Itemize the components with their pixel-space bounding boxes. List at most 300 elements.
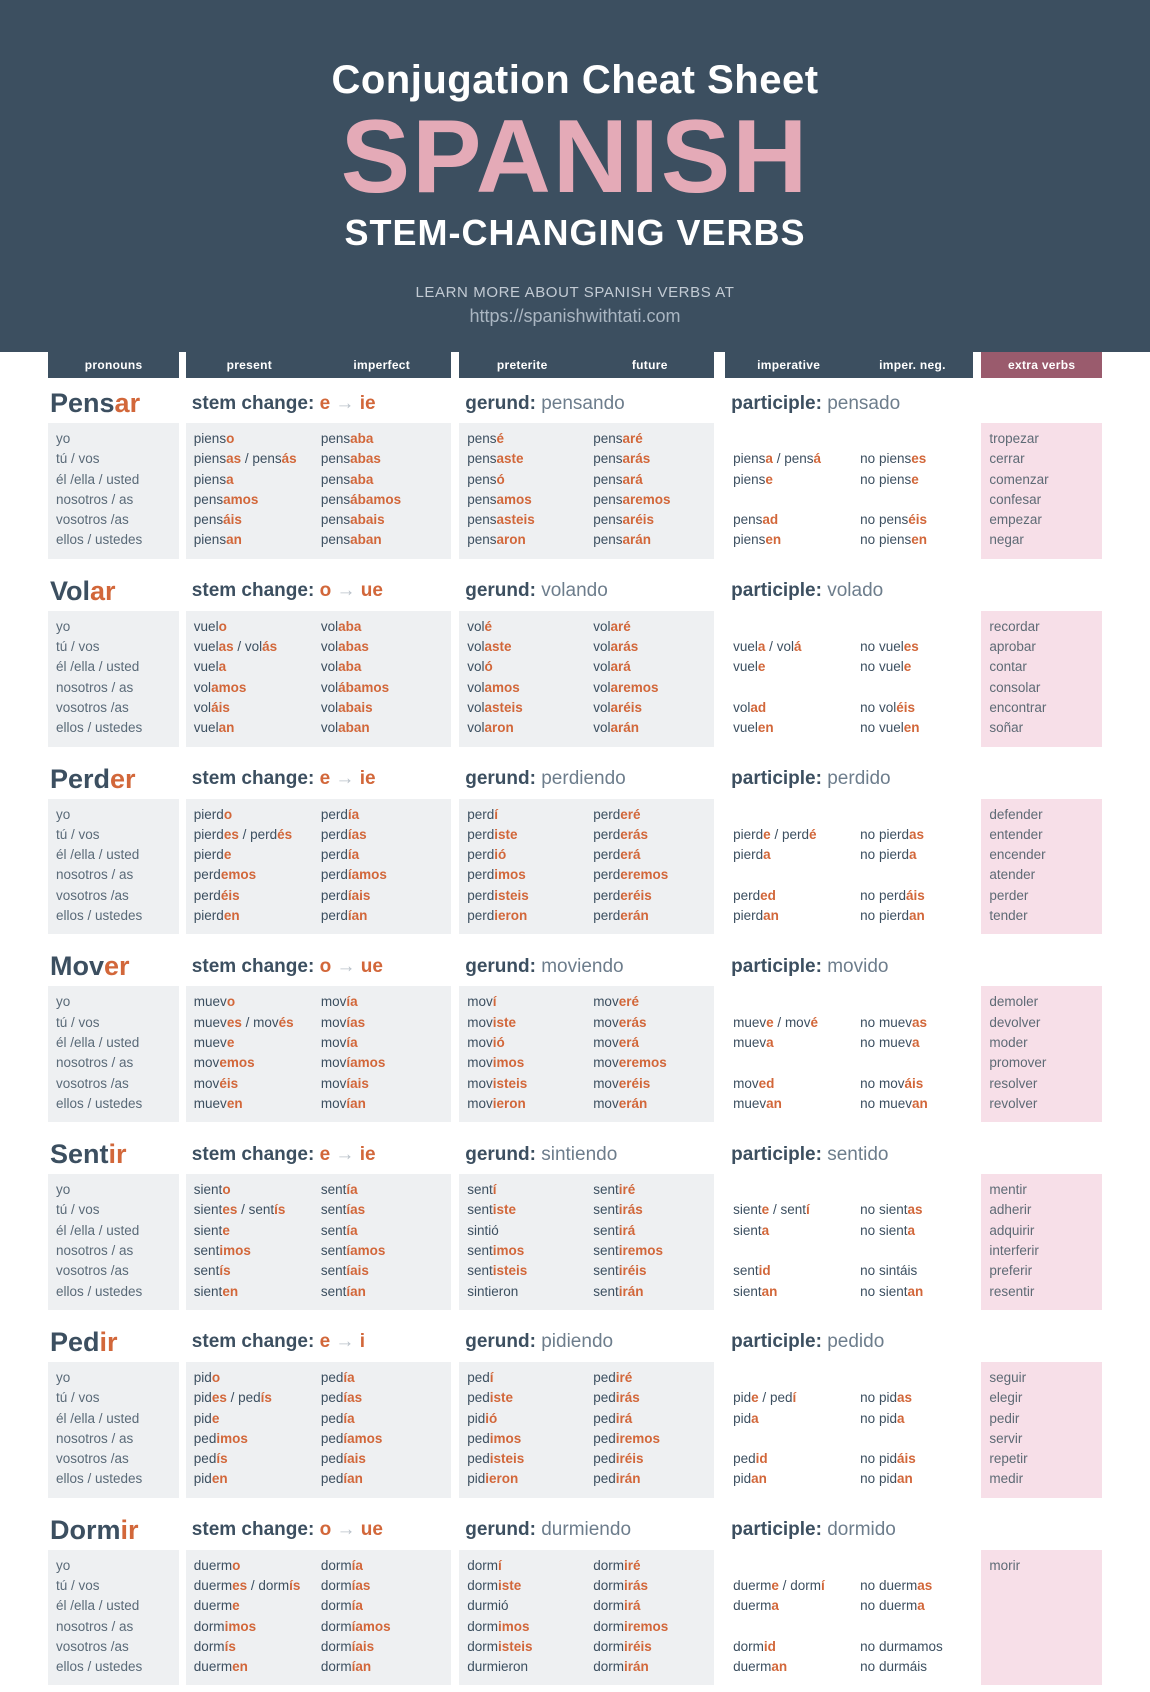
imperative-column	[725, 1362, 852, 1498]
verb-ending: ir	[99, 1326, 118, 1357]
conjugation-cell: perdimos	[467, 867, 526, 883]
conjugation-cell: moverá	[593, 1034, 639, 1050]
conjugation-cell: movió	[467, 1034, 505, 1050]
imperfect-column	[313, 1362, 451, 1498]
conjugation-cell: mueve	[193, 1034, 235, 1050]
conjugation-cell: piensas / pensás	[193, 451, 297, 467]
conjugation-cell: sintieron	[467, 1283, 519, 1299]
conjugation-cell: no pierdan	[860, 908, 925, 924]
conjugation-cell: encender	[989, 847, 1046, 863]
conjugation-cell: nosotros / as	[56, 1055, 134, 1071]
imperative-column	[725, 986, 852, 1122]
conjugation-cell: tú / vos	[56, 1014, 100, 1030]
verb-body-row	[48, 799, 1102, 935]
conjugation-cell: sentíamos	[320, 1243, 386, 1259]
verb-ending: ar	[114, 388, 141, 418]
conjugation-cell: pensamos	[193, 491, 259, 507]
cheat-sheet-body	[0, 352, 1150, 1692]
conjugation-cell: pierdes / perdés	[193, 826, 293, 842]
conjugation-cell: pensad	[733, 512, 779, 528]
conjugation-cell: moveremos	[593, 1055, 667, 1071]
conjugation-cell: dormiremos	[593, 1618, 669, 1634]
conjugation-cell: vosotros /as	[56, 887, 129, 903]
conjugation-cell: no penséis	[860, 512, 928, 528]
conjugation-cell: devolver	[989, 1014, 1041, 1030]
conjugation-cell: vosotros /as	[56, 1075, 129, 1091]
conjugation-cell: pierdo	[193, 806, 233, 822]
conjugation-cell: perder	[989, 887, 1029, 903]
conjugation-cell: volaron	[467, 720, 514, 736]
conjugation-cell: no pida	[860, 1410, 905, 1426]
conjugation-cell	[989, 1657, 1094, 1677]
conjugation-cell: volamos	[193, 679, 247, 695]
present-column	[186, 1550, 313, 1686]
conjugation-cell	[733, 617, 844, 637]
pronoun-column	[48, 1550, 179, 1686]
conjugation-cell: perdéis	[193, 887, 240, 903]
conjugation-cell: demoler	[989, 994, 1039, 1010]
conjugation-cell: no pidáis	[860, 1451, 916, 1467]
conjugation-cell: sentiréis	[593, 1263, 647, 1279]
conjugation-cell: ellos / ustedes	[56, 1659, 143, 1675]
conjugation-cell: perdíais	[320, 887, 371, 903]
conjugation-cell: promover	[989, 1055, 1047, 1071]
website-url[interactable]: https://spanishwithtati.com	[469, 306, 681, 327]
conjugation-cell: movías	[320, 1014, 366, 1030]
conjugation-cell: vosotros /as	[56, 512, 129, 528]
verb-header-row	[48, 378, 1102, 423]
conjugation-cell: tú / vos	[56, 1577, 100, 1593]
verb-body-row	[48, 1174, 1102, 1310]
verb-header-row	[48, 566, 1102, 611]
verb-title	[48, 1129, 179, 1174]
conjugation-cell: pidan	[733, 1471, 767, 1487]
stem-change-note: stem change: e → ie	[191, 392, 376, 414]
conjugation-cell: sentimos	[467, 1243, 525, 1259]
page-subtitle: STEM-CHANGING VERBS	[344, 212, 806, 254]
conjugation-cell	[860, 678, 965, 698]
verb-title	[48, 941, 179, 986]
conjugation-cell	[860, 490, 965, 510]
conjugation-cell: duerme	[193, 1598, 240, 1614]
present-column	[186, 986, 313, 1122]
conjugation-cell: pedirá	[593, 1410, 633, 1426]
conjugation-cell: sentirás	[593, 1202, 643, 1218]
conjugation-cell: sientes / sentís	[193, 1202, 286, 1218]
verb-ending: ir	[120, 1514, 139, 1545]
conjugation-cell: no muevas	[860, 1014, 927, 1030]
conjugation-cell: no pierda	[860, 847, 917, 863]
conjugation-cell: perdiste	[467, 826, 518, 842]
conjugation-cell: pedid	[733, 1451, 768, 1467]
conjugation-cell: movéis	[193, 1075, 239, 1091]
conjugation-cell: dormiréis	[593, 1638, 652, 1654]
imperfect-column	[313, 799, 451, 935]
conjugation-cell	[860, 1617, 965, 1637]
conjugation-cell: duermo	[193, 1557, 241, 1573]
conjugation-cell: volaré	[593, 618, 631, 634]
conjugation-cell: pierden	[193, 908, 240, 924]
conjugation-cell: dormirás	[593, 1577, 648, 1593]
conjugation-cell: perdí	[467, 806, 499, 822]
conjugation-cell: vosotros /as	[56, 1263, 129, 1279]
conjugation-cell	[733, 1429, 844, 1449]
conjugation-cell: ellos / ustedes	[56, 1283, 143, 1299]
conjugation-cell: pedís	[193, 1451, 228, 1467]
conjugation-cell: servir	[989, 1430, 1023, 1446]
conjugation-cell: movieron	[467, 1095, 526, 1111]
conjugation-cell	[989, 1596, 1094, 1616]
future-column	[585, 611, 714, 747]
conjugation-cell: pediste	[467, 1390, 514, 1406]
conjugation-cell: sentís	[193, 1263, 231, 1279]
conjugation-cell: movía	[320, 1034, 358, 1050]
conjugation-cell: piensen	[733, 532, 782, 548]
preterite-column	[459, 799, 585, 935]
imperfect-column	[313, 1550, 451, 1686]
conjugation-cell: movíamos	[320, 1055, 386, 1071]
conjugation-cell: volabas	[320, 639, 369, 655]
conjugation-cell: adherir	[989, 1202, 1032, 1218]
conjugation-cell	[860, 805, 965, 825]
conjugation-cell: pedimos	[467, 1430, 522, 1446]
conjugation-cell: perderá	[593, 847, 641, 863]
extra-verbs-column	[981, 1550, 1102, 1686]
conjugation-cell: yo	[56, 431, 71, 446]
conjugation-cell: ellos / ustedes	[56, 1095, 143, 1111]
conjugation-cell	[860, 865, 965, 885]
pronoun-column	[48, 611, 179, 747]
conjugation-cell: yo	[56, 1369, 71, 1385]
conjugation-cell: dormirá	[593, 1598, 641, 1614]
imperative-negative-column	[852, 1174, 973, 1310]
conjugation-cell: él /ella / usted	[56, 1598, 140, 1614]
future-column	[585, 423, 714, 559]
conjugation-cell: pida	[733, 1410, 759, 1426]
language-title: SPANISH	[340, 99, 810, 215]
conjugation-cell: pensáis	[193, 512, 242, 528]
participle-note: participle: sentido	[731, 1143, 889, 1165]
conjugation-cell	[733, 1617, 844, 1637]
pronoun-column	[48, 799, 179, 935]
conjugation-cell: vuelas / volás	[193, 639, 278, 655]
conjugation-cell: duerma	[733, 1598, 779, 1614]
verb-title	[48, 566, 179, 611]
conjugation-cell: dormisteis	[467, 1638, 533, 1654]
conjugation-cell: volaban	[320, 720, 370, 736]
conjugation-cell: tú / vos	[56, 826, 100, 842]
conjugation-cell: volad	[733, 699, 767, 715]
conjugation-cell	[733, 1556, 844, 1576]
conjugation-cell: muevan	[733, 1095, 782, 1111]
conjugation-cell: él /ella / usted	[56, 659, 140, 675]
imperative-negative-column	[852, 1362, 973, 1498]
conjugation-cell: pido	[193, 1369, 221, 1385]
conjugation-cell: sienta	[733, 1222, 770, 1238]
conjugation-cell: pensarás	[593, 451, 651, 467]
conjugation-cell: perdíamos	[320, 867, 387, 883]
conjugation-cell: sienten	[193, 1283, 239, 1299]
conjugation-cell: mueva	[733, 1034, 774, 1050]
conjugation-cell: vuela / volá	[733, 639, 802, 655]
row-spacer	[48, 1498, 1102, 1505]
conjugation-cell: pediréis	[593, 1451, 644, 1467]
conjugation-cell: perdieron	[467, 908, 528, 924]
conjugation-cell: no piense	[860, 471, 919, 487]
conjugation-cell: pedimos	[193, 1430, 248, 1446]
conjugation-cell: perded	[733, 887, 776, 903]
verb-ending: er	[104, 951, 130, 982]
conjugation-cell: preferir	[989, 1263, 1033, 1279]
verb-ending: ar	[90, 575, 116, 606]
preterite-column	[459, 1550, 585, 1686]
conjugation-cell: él /ella / usted	[56, 1034, 140, 1050]
conjugation-cell: tú / vos	[56, 1390, 100, 1406]
conjugation-cell: vuele	[733, 659, 766, 675]
conjugation-cell: pierde	[193, 847, 232, 863]
conjugation-cell: no pienses	[860, 451, 927, 467]
col-pronouns: pronouns	[48, 352, 179, 378]
verb-title	[48, 1317, 179, 1362]
conjugation-cell: piensan	[193, 532, 242, 548]
imperative-negative-column	[852, 799, 973, 935]
conjugation-cell: sentían	[320, 1283, 366, 1299]
conjugation-cell: recordar	[989, 618, 1040, 634]
conjugation-cell: defender	[989, 806, 1043, 822]
conjugation-cell: volará	[593, 659, 631, 675]
conjugation-cell: piensa	[193, 471, 234, 487]
pronoun-column	[48, 423, 179, 559]
conjugation-cell: moviste	[467, 1014, 517, 1030]
stem-change-note: stem change: o → ue	[191, 1519, 383, 1541]
stem-change-note: stem change: e → i	[191, 1331, 365, 1353]
conjugation-cell: volaba	[320, 659, 362, 675]
conjugation-cell: pediremos	[593, 1430, 660, 1446]
conjugation-cell: tú / vos	[56, 451, 100, 467]
row-spacer	[48, 747, 1102, 754]
conjugation-cell: pedía	[320, 1369, 355, 1385]
conjugation-cell: repetir	[989, 1451, 1028, 1467]
conjugation-cell: moveré	[593, 994, 639, 1010]
conjugation-cell: mueve / mové	[733, 1014, 818, 1030]
conjugation-cell: moved	[733, 1075, 775, 1091]
gerund-note: gerund: perdiendo	[465, 768, 626, 790]
conjugation-cell: volábamos	[320, 679, 390, 695]
conjugation-cell: muevo	[193, 994, 236, 1010]
gerund-note: gerund: volando	[465, 580, 608, 602]
conjugation-cell: ellos / ustedes	[56, 1471, 143, 1487]
conjugation-cell: pensasteis	[467, 512, 535, 528]
conjugation-cell: volabais	[320, 699, 373, 715]
page-title: Conjugation Cheat Sheet	[331, 58, 819, 102]
conjugation-cell: pierda	[733, 847, 771, 863]
conjugation-cell: moverán	[593, 1095, 648, 1111]
conjugation-cell: pidieron	[467, 1471, 519, 1487]
conjugation-cell: no vueles	[860, 639, 919, 655]
preterite-column	[459, 1174, 585, 1310]
conjugation-cell: perdías	[320, 826, 367, 842]
conjugation-cell: mentir	[989, 1182, 1027, 1198]
participle-note: participle: dormido	[731, 1519, 896, 1541]
verb-header-row	[48, 1129, 1102, 1174]
conjugation-cell: mueves / movés	[193, 1014, 294, 1030]
conjugation-cell: duerme / dormí	[733, 1577, 825, 1593]
conjugation-cell: nosotros / as	[56, 1618, 134, 1634]
conjugation-cell: pedías	[320, 1390, 363, 1406]
conjugation-cell: contar	[989, 659, 1027, 675]
conjugation-cell: encontrar	[989, 699, 1047, 715]
conjugation-cell: confesar	[989, 491, 1042, 507]
conjugation-cell: elegir	[989, 1390, 1023, 1406]
gerund-note: gerund: moviendo	[465, 955, 624, 977]
conjugation-cell	[733, 992, 844, 1012]
conjugation-cell: pensaban	[320, 532, 382, 548]
conjugation-cell: pensaréis	[593, 512, 654, 528]
conjugation-cell: perderé	[593, 806, 641, 822]
conjugation-cell	[860, 617, 965, 637]
conjugation-cell: sientan	[733, 1283, 778, 1299]
conjugation-cell: él /ella / usted	[56, 471, 140, 487]
conjugation-cell: piden	[193, 1471, 228, 1487]
conjugation-cell: vuelan	[193, 720, 235, 736]
verb-stem: Mov	[50, 951, 104, 982]
verb-ending: ir	[108, 1139, 127, 1170]
conjugation-cell: sentid	[733, 1263, 771, 1279]
conjugation-cell: sentirán	[593, 1283, 644, 1299]
conjugation-cell: siento	[193, 1182, 231, 1198]
conjugation-cell: interferir	[989, 1243, 1039, 1259]
extra-verbs-column	[981, 611, 1102, 747]
verb-title	[48, 1505, 179, 1550]
conjugation-cell	[989, 1617, 1094, 1637]
future-column	[585, 1362, 714, 1498]
conjugation-cell: pensé	[467, 431, 505, 446]
conjugation-cell: dormías	[320, 1577, 371, 1593]
conjugation-cell: dormimos	[467, 1618, 530, 1634]
conjugation-cell	[860, 429, 965, 449]
conjugation-cell: pedirán	[593, 1471, 641, 1487]
preterite-column	[459, 986, 585, 1122]
conjugation-cell: no mováis	[860, 1075, 924, 1091]
conjugation-cell: no voléis	[860, 699, 915, 715]
conjugation-cell: movemos	[193, 1055, 255, 1071]
conjugation-cell: aprobar	[989, 639, 1036, 655]
conjugation-cell: pide / pedí	[733, 1390, 797, 1406]
conjugation-cell: pedí	[467, 1369, 494, 1385]
conjugation-cell	[733, 490, 844, 510]
extra-verbs-column	[981, 423, 1102, 559]
verb-stem: Sent	[50, 1139, 109, 1170]
conjugation-cell: pensabas	[320, 451, 381, 467]
conjugation-cell: vosotros /as	[56, 1451, 129, 1467]
conjugation-cell: sentiremos	[593, 1243, 663, 1259]
conjugation-cell	[733, 805, 844, 825]
imperative-column	[725, 423, 852, 559]
col-present: present	[186, 352, 313, 378]
preterite-column	[459, 611, 585, 747]
future-column	[585, 1174, 714, 1310]
conjugation-cell: pensaste	[467, 451, 524, 467]
conjugation-cell: pierdan	[733, 908, 779, 924]
conjugation-cell: vosotros /as	[56, 1638, 129, 1654]
conjugation-cell: volasteis	[467, 699, 523, 715]
conjugation-cell: volaremos	[593, 679, 659, 695]
participle-note: participle: pensado	[731, 392, 901, 414]
conjugation-cell: perdía	[320, 847, 360, 863]
future-column	[585, 799, 714, 935]
conjugation-cell: sentisteis	[467, 1263, 528, 1279]
conjugation-cell: pensaré	[593, 431, 643, 446]
conjugation-cell: tú / vos	[56, 639, 100, 655]
conjugation-cell: pienso	[193, 431, 235, 446]
conjugation-cell: él /ella / usted	[56, 847, 140, 863]
conjugation-cell: pensaba	[320, 431, 374, 446]
conjugation-cell: no pierdas	[860, 826, 925, 842]
conjugation-cell: pensarán	[593, 532, 651, 548]
conjugation-cell: sentías	[320, 1202, 366, 1218]
conjugation-cell: entender	[989, 826, 1043, 842]
gerund-note: gerund: durmiendo	[465, 1519, 632, 1541]
conjugation-cell: consolar	[989, 679, 1041, 695]
conjugation-cell: voláis	[193, 699, 230, 715]
conjugation-cell: no muevan	[860, 1095, 928, 1111]
conjugation-cell: nosotros / as	[56, 1430, 134, 1446]
pronoun-column	[48, 1362, 179, 1498]
conjugation-cell	[860, 1368, 965, 1388]
conjugation-cell: volaste	[467, 639, 512, 655]
conjugation-cell: no mueva	[860, 1034, 920, 1050]
imperfect-column	[313, 423, 451, 559]
conjugation-cell: sintió	[467, 1222, 499, 1238]
conjugation-cell: no pidas	[860, 1390, 912, 1406]
conjugation-cell: revolver	[989, 1095, 1038, 1111]
conjugation-cell: dormiré	[593, 1557, 641, 1573]
conjugation-cell	[989, 1576, 1094, 1596]
verb-stem: Dorm	[50, 1514, 121, 1545]
conjugation-cell	[733, 429, 844, 449]
pronoun-column	[48, 1174, 179, 1310]
conjugation-table	[48, 352, 1102, 1692]
conjugation-cell: dormía	[320, 1598, 363, 1614]
conjugation-cell: moverás	[593, 1014, 647, 1030]
conjugation-cell: perderemos	[593, 867, 669, 883]
conjugation-cell	[860, 992, 965, 1012]
verb-header-row	[48, 1317, 1102, 1362]
conjugation-cell: volamos	[467, 679, 520, 695]
participle-note: participle: pedido	[731, 1331, 885, 1353]
verb-header-row	[48, 754, 1102, 799]
col-imperative-negative: imper. neg.	[852, 352, 973, 378]
extra-verbs-column	[981, 799, 1102, 935]
conjugation-cell: piense	[733, 471, 773, 487]
gerund-note: gerund: sintiendo	[465, 1143, 618, 1165]
conjugation-cell: ellos / ustedes	[56, 532, 143, 548]
conjugation-cell: movíais	[320, 1075, 369, 1091]
conjugation-cell: duerman	[733, 1659, 788, 1675]
stem-change-note: stem change: e → ie	[191, 768, 376, 790]
verb-body-row	[48, 986, 1102, 1122]
conjugation-cell: sentía	[320, 1222, 358, 1238]
conjugation-cell: siente / sentí	[733, 1202, 810, 1218]
conjugation-cell: no durmáis	[860, 1659, 927, 1675]
conjugation-cell: dormimos	[193, 1618, 257, 1634]
verb-header-row	[48, 941, 1102, 986]
pronoun-column	[48, 986, 179, 1122]
present-column	[186, 1362, 313, 1498]
col-imperative: imperative	[725, 352, 852, 378]
future-column	[585, 986, 714, 1122]
conjugation-cell: pidió	[467, 1410, 498, 1426]
